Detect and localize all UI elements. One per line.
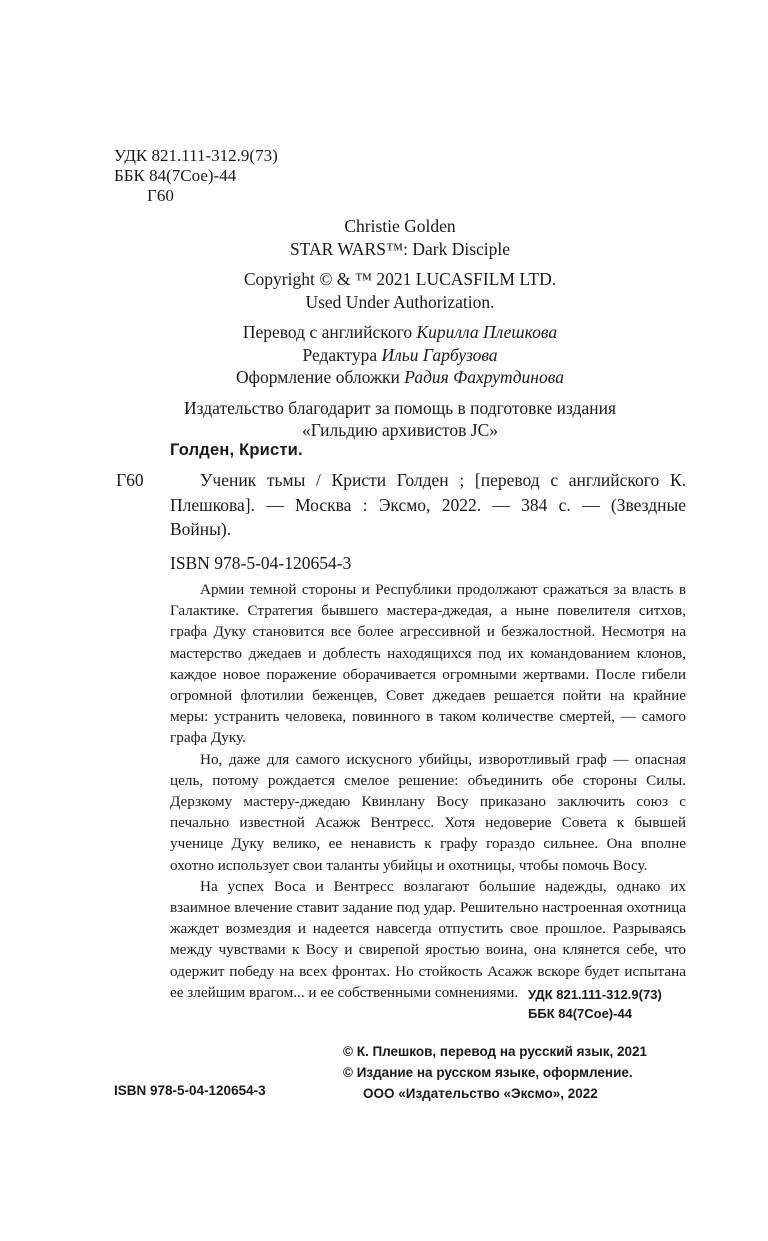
original-title: STAR WARS™: Dark Disciple <box>289 238 511 259</box>
catalog-author-mark: Г60 <box>116 470 144 490</box>
classification-codes <box>528 985 662 1023</box>
cover-designer-name: Радия Фахрутдинова <box>404 367 564 387</box>
editor-name: Ильи Гарбузова <box>381 344 498 365</box>
editor-credit <box>116 344 684 367</box>
copyright-publisher: ООО «Издательство «Эксмо», 2022 <box>363 1086 598 1101</box>
catalog-description-text: Ученик тьмы / Кристи Голден ; [перевод с английского К. Плешкова]. — Москва : Эксмо, 2022. — 384 с. — (Звездные Войны). <box>170 470 686 539</box>
copyright-block <box>343 1041 688 1104</box>
bbk-code: ББК 84(7Сое)-44 <box>114 166 237 185</box>
thanks-line-2: «Гильдию архивистов JC» <box>301 420 499 440</box>
annotation-paragraph-1: Армии темной стороны и Республики продолжают сражаться за власть в Галактике. Стратегия бывшего мастера-джедая, а ныне повелителя ситхов, графа Дуку становится все более агрессивной и безжалостной. Несмотря на мастерство джедаев и доблесть находящихся под их командованием клонов, каждое новое поражение оборачивается огромными жертвами. После гибели огромной флотилии беженцев, Совет джедаев решается пойти на крайние меры: устранить человека, повинного в таком количестве смертей, — самого графа Дуку. <box>170 581 686 747</box>
annotation-paragraph-3: На успех Воса и Вентресс возлагают большие надежды, однако их взаимное влечение ставит задание под удар. Решительно настроенная охотница жаждет возмездия и надеется навсегда отпустить свое прошлое. Разрываясь между чувствами к Восу и свирепой яростью воина, она клянется себе, что одержит победу на всех фронтах. Но стойкость Асажж вскоре будет испытана ее злейшим врагом... и ее собственными сомнениями. <box>170 877 686 1001</box>
annotation-paragraph-2: Но, даже для самого искусного убийцы, изворотливый граф — опасная цель, потому рождается смелое решение: объединить обе стороны Силы. Дерзкому мастеру-джедаю Квинлану Восу приказано заключить союз с печально известной Асажж Вентресс. Хотя недоверие Совета к бывшей ученице Дуку велико, ее ненависть к графу гораздо сильнее. Она вполне охотно использует свои таланты убийцы и охотницы, чтобы помочь Восу. <box>170 750 686 874</box>
footer-isbn: ISBN 978-5-04-120654-3 <box>114 1083 266 1098</box>
udk-code: УДК 821.111-312.9(73) <box>114 146 278 165</box>
cover-label: Оформление обложки <box>236 367 405 387</box>
thanks-line-1: Издательство благодарит за помощь в подготовке издания <box>184 397 616 418</box>
annotation <box>170 579 686 1003</box>
classification-header <box>114 146 278 206</box>
catalog-author-heading: Голден, Кристи. <box>170 441 303 459</box>
translator-name: Кирилла Плешкова <box>416 322 558 342</box>
bbk-code-bold: ББК 84(7Сое)-44 <box>528 1006 632 1021</box>
author-mark: Г60 <box>147 186 174 205</box>
copyright-line: Copyright © & ™ 2021 LUCASFILM LTD. <box>243 269 557 289</box>
credits-block <box>116 215 684 442</box>
copyright-translation: © К. Плешков, перевод на русский язык, 2021 <box>343 1044 648 1059</box>
catalog-description <box>170 468 686 542</box>
udk-code-bold: УДК 821.111-312.9(73) <box>528 987 662 1002</box>
translation-credit <box>116 321 684 344</box>
authorization-line: Used Under Authorization. <box>305 291 495 312</box>
editor-label: Редактура <box>302 344 382 365</box>
translation-label: Перевод с английского <box>242 322 417 342</box>
cover-credit <box>116 366 684 389</box>
catalog-isbn: ISBN 978-5-04-120654-3 <box>170 553 352 573</box>
original-author: Christie Golden <box>344 216 456 236</box>
copyright-edition: © Издание на русском языке, оформление. <box>343 1065 633 1080</box>
